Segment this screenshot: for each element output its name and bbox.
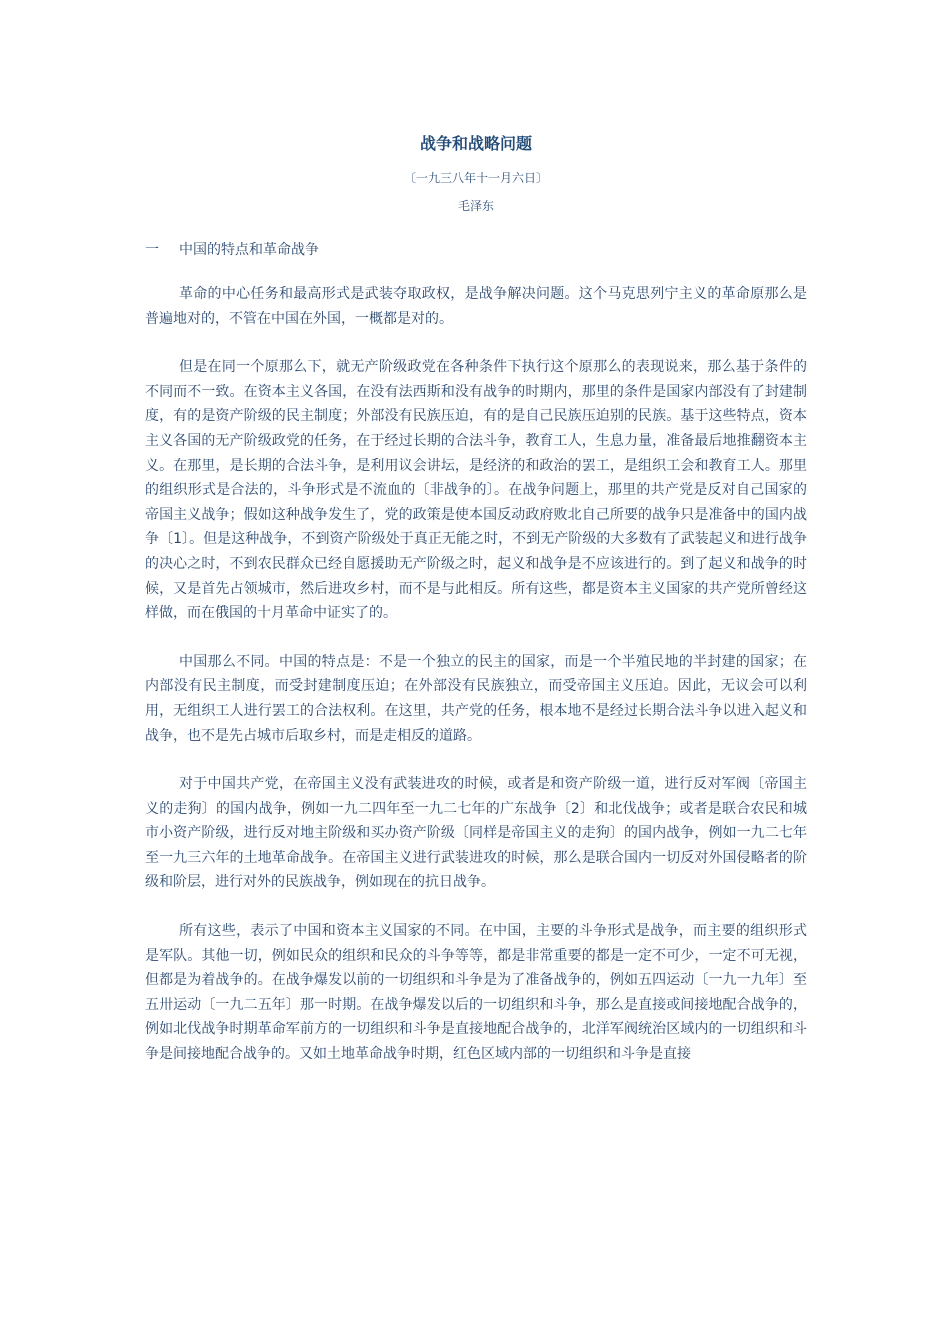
document-page: [145, 130, 807, 1067]
section-number: 一: [145, 242, 159, 258]
paragraph-5: 所有这些，表示了中国和资本主义国家的不同。在中国，主要的斗争形式是战争，而主要的组织形式是军队。其他一切，例如民众的组织和民众的斗争等等，都是非常重要的都是一定不可少，一定不可无视，但都是为着战争的。在战争爆发以前的一切组织和斗争是为了准备战争的，例如五四运动〔一九一九年〕至五卅运动〔一九二五年〕那一时期。在战争爆发以后的一切组织和斗争，那么是直接或间接地配合战争的，例如北伐战争时期革命军前方的一切组织和斗争是直接地配合战争的，北洋军阀统治区域内的一切组织和斗争是间接地配合战争的。又如土地革命战争时期，红色区域内部的一切组织和斗争是直接: [145, 923, 807, 1063]
section-heading: [145, 238, 807, 262]
paragraph-3: 中国那么不同。中国的特点是：不是一个独立的民主的国家，而是一个半殖民地的半封建的国家；在内部没有民主制度，而受封建制度压迫；在外部没有民族独立，而受帝国主义压迫。因此，无议会可以利用，无组织工人进行罢工的合法权利。在这里，共产党的任务，根本地不是经过长期合法斗争以进入起义和战争，也不是先占城市后取乡村，而是走相反的道路。: [145, 653, 807, 744]
section-title: 中国的特点和革命战争: [179, 242, 319, 258]
paragraph-4: 对于中国共产党，在帝国主义没有武装进攻的时候，或者是和资产阶级一道，进行反对军阀〔帝国主义的走狗〕的国内战争，例如一九二四年至一九二七年的广东战争〔2〕和北伐战争；或者是联合农民和城市小资产阶级，进行反对地主阶级和买办资产阶级〔同样是帝国主义的走狗〕的国内战争，例如一九二七年至一九三六年的土地革命战争。在帝国主义进行武装进攻的时候，那么是联合国内一切反对外国侵略者的阶级和阶层，进行对外的民族战争，例如现在的抗日战争。: [145, 776, 807, 891]
paragraph-1: 革命的中心任务和最高形式是武装夺取政权，是战争解决问题。这个马克思列宁主义的革命原那么是普遍地对的，不管在中国在外国，一概都是对的。: [145, 286, 807, 327]
paragraph-2: 但是在同一个原那么下，就无产阶级政党在各种条件下执行这个原那么的表现说来，那么基于条件的不同而不一致。在资本主义各国，在没有法西斯和没有战争的时期内，那里的条件是国家内部没有了封建制度，有的是资产阶级的民主制度；外部没有民族压迫，有的是自己民族压迫别的民族。基于这些特点，资本主义各国的无产阶级政党的任务，在于经过长期的合法斗争，教育工人，生息力量，准备最后地推翻资本主义。在那里，是长期的合法斗争，是利用议会讲坛，是经济的和政治的罢工，是组织工会和教育工人。那里的组织形式是合法的，斗争形式是不流血的〔非战争的〕。在战争问题上，那里的共产党是反对自己国家的帝国主义战争；假如这种战争发生了，党的政策是使本国反动政府败北自己所要的战争只是准备中的国内战争〔1〕。但是这种战争，不到资产阶级处于真正无能之时，不到无产阶级的大多数有了武装起义和进行战争的决心之时，不到农民群众已经自愿援助无产阶级之时，起义和战争是不应该进行的。到了起义和战争的时候，又是首先占领城市，然后进攻乡村，而不是与此相反。所有这些，都是资本主义国家的共产党所曾经这样做，而在俄国的十月革命中证实了的。: [145, 359, 807, 622]
document-author: 毛泽东: [457, 199, 494, 213]
document-title: 战争和战略问题: [419, 134, 532, 153]
document-date: 〔一九三八年十一月六日〕: [403, 171, 548, 185]
